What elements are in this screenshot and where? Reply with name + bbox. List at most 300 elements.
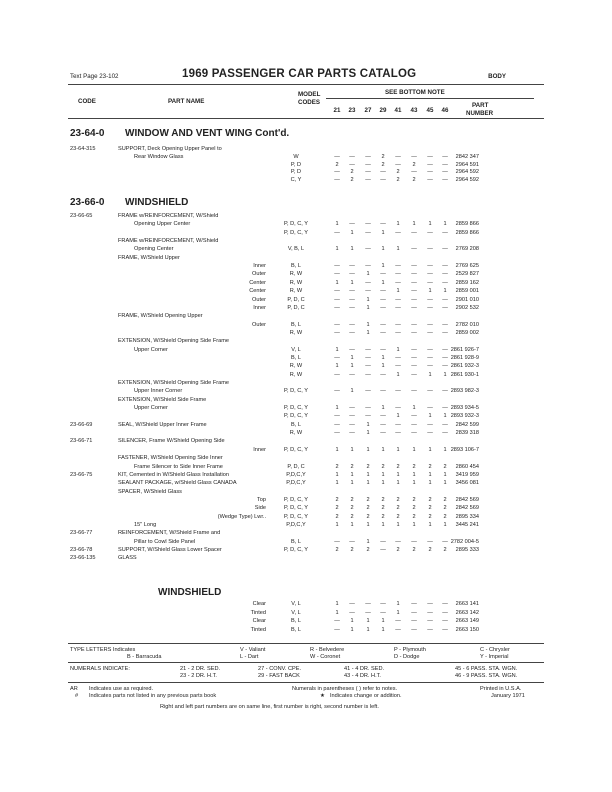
table-row — [0, 618, 612, 625]
part-number: 3445 241 — [455, 521, 479, 528]
part-number: 2902 532 — [455, 304, 479, 311]
column-header-part-name: PART NAME — [168, 98, 205, 105]
part-number: 2859 866 — [455, 221, 479, 228]
part-code: 23-66-135 — [70, 555, 96, 562]
model-qty-46: — — [442, 229, 448, 236]
model-qty-46: — — [442, 421, 448, 428]
model-qty-45: — — [427, 601, 433, 607]
model-qty-46: — — [442, 169, 448, 176]
star-icon: ★ — [320, 693, 326, 699]
model-qty-23: 2 — [350, 505, 354, 512]
part-description: Clear — [252, 618, 266, 625]
model-qty-29: — — [380, 547, 386, 553]
model-codes: B, L — [291, 354, 301, 361]
model-codes: P, D, C, Y — [283, 229, 309, 236]
section-code-window: 23-64-0 — [70, 128, 105, 139]
model-qty-23: — — [349, 221, 355, 228]
part-description: Inner — [253, 304, 266, 311]
model-qty-45: — — [427, 246, 433, 253]
model-qty-21: — — [334, 388, 340, 395]
model-qty-29: 1 — [381, 521, 385, 528]
model-codes: P, D, C, Y — [283, 221, 309, 228]
model-qty-43: — — [411, 538, 417, 545]
model-qty-29: — — [380, 388, 386, 395]
table-row — [0, 363, 612, 370]
model-codes: W — [293, 153, 299, 160]
table-row — [0, 522, 612, 529]
part-description: Outer — [252, 296, 266, 303]
model-qty-29: 2 — [381, 161, 385, 168]
model-qty-27: — — [365, 221, 371, 228]
table-row — [0, 213, 612, 220]
model-qty-27: — — [365, 288, 371, 295]
model-qty-46: — — [442, 246, 448, 253]
model-qty-45: 1 — [428, 221, 432, 228]
model-qty-27: 1 — [366, 521, 370, 528]
model-qty-43: 2 — [412, 513, 416, 520]
part-number: 2842 347 — [455, 153, 479, 160]
table-row — [0, 288, 612, 295]
section-name: BODY — [488, 73, 506, 80]
model-codes: P, D, C, Y — [283, 413, 309, 420]
part-number: 2861 930-1 — [450, 371, 479, 378]
model-qty-43: — — [411, 321, 417, 328]
part-number: 2859 162 — [455, 279, 479, 286]
header-rule-mid — [326, 98, 534, 99]
model-qty-21: — — [334, 288, 340, 295]
model-qty-27: 1 — [366, 626, 370, 633]
part-number: 2901 010 — [455, 296, 479, 303]
model-qty-46: — — [442, 321, 448, 328]
type-letter-v: V - Valiant — [240, 647, 266, 653]
model-codes: P, D, C — [287, 304, 305, 311]
part-number: 2769 208 — [455, 246, 479, 253]
table-row — [0, 455, 612, 462]
table-row — [0, 372, 612, 379]
table-row — [0, 514, 612, 521]
model-qty-45: — — [427, 296, 433, 303]
model-qty-27: — — [365, 371, 371, 378]
model-qty-41: 1 — [396, 371, 400, 378]
model-qty-23: 2 — [350, 169, 354, 176]
model-qty-41: — — [395, 388, 401, 395]
table-row — [0, 313, 612, 320]
part-description: SUPPORT, W/Shield Glass Lower Spacer — [118, 547, 222, 553]
numeral-45: 45 - 6 PASS. STA. WGN. — [455, 666, 518, 672]
model-qty-43: — — [411, 413, 417, 420]
model-qty-45: — — [427, 321, 433, 328]
model-qty-45: 2 — [428, 505, 432, 512]
model-qty-29: 2 — [381, 463, 385, 470]
section-code-windshield: 23-66-0 — [70, 197, 105, 208]
model-qty-27: — — [365, 153, 371, 160]
numeral-41: 41 - 4 DR. SED. — [344, 666, 385, 672]
model-codes: P, D, C — [287, 296, 305, 303]
model-qty-45: — — [427, 329, 433, 336]
model-qty-23: — — [349, 601, 355, 607]
model-qty-21: — — [334, 321, 340, 328]
model-qty-27: — — [365, 363, 371, 370]
table-row — [0, 154, 612, 161]
model-codes: P, D, C, Y — [283, 388, 309, 395]
model-qty-27: 1 — [366, 421, 370, 428]
section-title-windshield: WINDSHIELD — [125, 197, 189, 208]
model-qty-21: — — [334, 329, 340, 336]
model-qty-29: — — [380, 271, 386, 278]
model-qty-41: — — [395, 618, 401, 625]
model-qty-43: 2 — [412, 505, 416, 512]
model-qty-23: — — [349, 321, 355, 328]
table-row — [0, 430, 612, 437]
model-qty-46: 1 — [443, 371, 447, 378]
model-qty-41: — — [395, 161, 401, 168]
part-number: 2893 106-7 — [450, 446, 479, 453]
model-qty-41: 2 — [396, 177, 400, 184]
part-description: Tinted — [250, 609, 266, 616]
model-qty-29: 1 — [381, 471, 385, 478]
type-letter-d: D - Dodge — [394, 654, 420, 660]
model-qty-29: 1 — [381, 405, 385, 412]
model-qty-29: — — [380, 609, 386, 616]
model-qty-21: 2 — [335, 505, 339, 512]
model-qty-45: — — [427, 153, 433, 160]
footer-rule-2 — [68, 662, 544, 663]
model-qty-41: — — [395, 263, 401, 270]
model-qty-23: — — [349, 538, 355, 545]
model-qty-45: — — [427, 304, 433, 311]
model-qty-21: — — [334, 304, 340, 311]
model-qty-46: — — [442, 626, 448, 633]
part-description: Center — [249, 279, 266, 286]
model-qty-43: — — [411, 601, 417, 607]
model-qty-21: — — [334, 153, 340, 160]
model-qty-45: — — [427, 169, 433, 176]
model-codes: B, L — [291, 263, 301, 270]
model-qty-29: 1 — [381, 618, 385, 625]
part-description: Clear — [252, 601, 266, 607]
printed-in: Printed in U.S.A. — [480, 686, 522, 692]
model-qty-27: — — [365, 161, 371, 168]
model-qty-27: 1 — [366, 538, 370, 545]
model-qty-27: 1 — [366, 480, 370, 487]
table-row — [0, 464, 612, 471]
model-qty-23: 1 — [350, 521, 354, 528]
table-row — [0, 610, 612, 617]
model-qty-43: — — [411, 304, 417, 311]
model-qty-29: — — [380, 221, 386, 228]
table-row — [0, 438, 612, 445]
part-description: FRAME, W/Shield Opening Upper — [118, 313, 203, 320]
model-qty-41: — — [395, 329, 401, 336]
model-codes: P,D,C,Y — [286, 471, 306, 478]
model-qty-23: — — [349, 421, 355, 428]
model-qty-43: — — [411, 430, 417, 437]
part-description: Center — [249, 288, 266, 295]
model-codes: B, L — [291, 626, 301, 633]
model-qty-46: — — [442, 329, 448, 336]
model-qty-46: 2 — [443, 463, 447, 470]
model-qty-29: 1 — [381, 279, 385, 286]
model-qty-43: 2 — [412, 547, 416, 553]
table-row — [0, 255, 612, 262]
model-qty-21: 1 — [335, 446, 339, 453]
part-number: 2842 569 — [455, 505, 479, 512]
model-codes: B, L — [291, 538, 301, 545]
model-qty-45: — — [427, 405, 433, 412]
part-number: 2529 827 — [455, 271, 479, 278]
hash-note: Indicates parts not listed in any previous parts book — [89, 693, 217, 699]
model-qty-45: — — [427, 346, 433, 353]
section-title-window: WINDOW AND VENT WING Cont'd. — [125, 128, 290, 139]
model-qty-21: — — [334, 177, 340, 184]
part-number: 2663 149 — [455, 618, 479, 625]
bottom-note: Right and left part numbers are on same line, first number is right, second number is left. — [160, 704, 379, 710]
model-qty-41: — — [395, 229, 401, 236]
model-qty-46: — — [442, 405, 448, 412]
model-qty-27: 1 — [366, 430, 370, 437]
model-qty-43: — — [411, 329, 417, 336]
model-qty-29: 1 — [381, 354, 385, 361]
model-qty-29: — — [380, 601, 386, 607]
type-letter-c: C - Chrysler — [480, 647, 510, 653]
model-qty-45: — — [427, 271, 433, 278]
model-qty-43: — — [411, 609, 417, 616]
model-qty-41: 2 — [396, 496, 400, 503]
model-qty-29: — — [380, 329, 386, 336]
table-row — [0, 221, 612, 228]
model-qty-23: — — [349, 371, 355, 378]
model-qty-21: 2 — [335, 463, 339, 470]
part-code: 23-64-315 — [70, 146, 96, 152]
part-description: 15" Long — [134, 521, 157, 528]
star-note: Indicates change or addition. — [330, 693, 402, 699]
model-qty-27: 1 — [366, 296, 370, 303]
part-number: 2782 004-5 — [450, 538, 479, 545]
model-qty-43: — — [411, 229, 417, 236]
model-qty-43: — — [411, 363, 417, 370]
part-number: 2782 010 — [455, 321, 479, 328]
part-number: 2861 932-3 — [450, 363, 479, 370]
table-row — [0, 447, 612, 454]
model-qty-41: 2 — [396, 463, 400, 470]
model-qty-45: 1 — [428, 288, 432, 295]
model-qty-29: — — [380, 413, 386, 420]
subsection-title-windshield: WINDSHIELD — [158, 587, 222, 598]
model-qty-43: — — [411, 388, 417, 395]
table-row — [0, 489, 612, 496]
model-qty-43: 2 — [412, 161, 416, 168]
model-qty-23: — — [349, 304, 355, 311]
model-qty-41: — — [395, 321, 401, 328]
model-qty-29: 2 — [381, 513, 385, 520]
model-qty-29: — — [380, 177, 386, 184]
model-qty-27: 2 — [366, 496, 370, 503]
model-qty-45: — — [427, 618, 433, 625]
table-row — [0, 330, 612, 337]
model-qty-29: 1 — [381, 480, 385, 487]
table-row — [0, 497, 612, 504]
model-qty-46: 2 — [443, 547, 447, 553]
table-row — [0, 539, 612, 546]
part-number: 2861 926-7 — [450, 346, 479, 353]
model-qty-21: 2 — [335, 496, 339, 503]
model-qty-23: 1 — [350, 246, 354, 253]
table-row — [0, 380, 612, 387]
part-code: 23-66-69 — [70, 421, 93, 428]
model-qty-21: 2 — [335, 513, 339, 520]
model-qty-29: 1 — [381, 263, 385, 270]
model-qty-29: — — [380, 321, 386, 328]
model-qty-29: — — [380, 538, 386, 545]
model-qty-41: 1 — [396, 521, 400, 528]
column-header-codes: CODES — [298, 99, 321, 106]
model-codes: P, D, C, Y — [283, 547, 309, 553]
model-qty-27: 2 — [366, 513, 370, 520]
part-number: 3419 959 — [455, 471, 479, 478]
part-code: 23-66-71 — [70, 438, 93, 445]
model-codes: P,D,C,Y — [286, 521, 306, 528]
model-qty-21: — — [334, 430, 340, 437]
header-rule-top — [68, 84, 544, 85]
model-qty-46: 2 — [443, 496, 447, 503]
table-row — [0, 397, 612, 404]
model-qty-43: — — [411, 421, 417, 428]
model-qty-45: — — [427, 363, 433, 370]
model-qty-23: 1 — [350, 626, 354, 633]
model-qty-46: — — [442, 354, 448, 361]
model-qty-27: 1 — [366, 271, 370, 278]
model-qty-29: 2 — [381, 496, 385, 503]
parentheses-note: Numerals in parentheses ( ) refer to notes. — [292, 686, 398, 692]
model-header-21: 21 — [333, 107, 341, 114]
model-qty-27: 1 — [366, 329, 370, 336]
model-qty-45: 1 — [428, 413, 432, 420]
part-number: 2964 592 — [455, 169, 479, 176]
page-reference: Text Page 23-102 — [70, 73, 119, 80]
model-qty-23: — — [349, 329, 355, 336]
part-description: Upper Corner — [134, 405, 168, 412]
part-number: 2769 625 — [455, 263, 479, 270]
model-qty-23: 1 — [350, 229, 354, 236]
numeral-21: 21 - 2 DR. SED. — [180, 666, 221, 672]
model-codes: P, D, C, Y — [283, 505, 309, 512]
model-qty-45: — — [427, 263, 433, 270]
numerals-label: NUMERALS INDICATE: — [70, 666, 130, 672]
table-row — [0, 230, 612, 237]
ar-symbol: AR — [70, 686, 78, 692]
model-qty-41: 1 — [396, 471, 400, 478]
footer-rule-1 — [68, 643, 544, 644]
model-qty-41: 1 — [396, 601, 400, 607]
model-qty-41: 1 — [396, 446, 400, 453]
model-qty-21: 1 — [335, 471, 339, 478]
model-codes: P, D, C, Y — [283, 405, 309, 412]
model-qty-21: — — [334, 229, 340, 236]
model-qty-43: 1 — [412, 446, 416, 453]
part-description: REINFORCEMENT, W/Shield Frame and — [118, 530, 221, 537]
model-qty-23: — — [349, 263, 355, 270]
model-codes: P, D — [290, 169, 302, 176]
model-qty-29: — — [380, 430, 386, 437]
model-qty-21: 1 — [335, 246, 339, 253]
model-qty-21: 1 — [335, 521, 339, 528]
model-codes: V, L — [291, 601, 301, 607]
model-qty-27: 1 — [366, 321, 370, 328]
model-qty-29: 2 — [381, 505, 385, 512]
table-row — [0, 347, 612, 354]
table-row — [0, 413, 612, 420]
model-qty-43: 2 — [412, 463, 416, 470]
model-qty-46: — — [442, 618, 448, 625]
table-row — [0, 505, 612, 512]
model-qty-46: — — [442, 263, 448, 270]
model-qty-23: 2 — [350, 547, 354, 553]
model-qty-29: 1 — [381, 626, 385, 633]
model-qty-45: — — [427, 229, 433, 236]
model-qty-21: — — [334, 354, 340, 361]
model-qty-46: — — [442, 601, 448, 607]
table-row — [0, 547, 612, 554]
model-qty-45: — — [427, 430, 433, 437]
model-qty-27: — — [365, 246, 371, 253]
part-description: Upper Inner Corner — [134, 388, 183, 395]
table-row — [0, 162, 612, 169]
model-qty-23: — — [349, 271, 355, 278]
table-row — [0, 322, 612, 329]
model-qty-23: 1 — [350, 446, 354, 453]
column-header-model: MODEL — [298, 91, 321, 98]
model-qty-45: — — [427, 626, 433, 633]
model-qty-45: — — [427, 177, 433, 184]
part-number: 2964 592 — [455, 177, 479, 184]
model-qty-46: 1 — [443, 480, 447, 487]
model-qty-23: 2 — [350, 177, 354, 184]
model-qty-23: 1 — [350, 471, 354, 478]
model-qty-23: 1 — [350, 279, 354, 286]
part-code: 23-66-65 — [70, 213, 93, 219]
table-row — [0, 388, 612, 395]
model-qty-41: 1 — [396, 246, 400, 253]
model-qty-45: — — [427, 354, 433, 361]
model-qty-46: 1 — [443, 521, 447, 528]
model-qty-43: — — [411, 271, 417, 278]
table-row — [0, 530, 612, 537]
header-rule-bottom — [68, 118, 544, 119]
model-codes: V, B, L — [287, 246, 305, 253]
table-row — [0, 355, 612, 362]
model-qty-27: — — [365, 169, 371, 176]
part-number: 2893 934-5 — [450, 405, 479, 412]
table-row — [0, 297, 612, 304]
model-codes: B, L — [291, 421, 301, 428]
table-row — [0, 169, 612, 176]
table-row — [0, 246, 612, 253]
model-qty-21: 1 — [335, 601, 339, 607]
part-code: 23-66-78 — [70, 547, 93, 553]
model-qty-41: — — [395, 421, 401, 428]
part-description: SUPPORT, Deck Opening Upper Panel to — [118, 146, 222, 152]
model-qty-41: — — [395, 279, 401, 286]
type-letters-label: TYPE LETTERS Indicates — [70, 647, 136, 653]
part-number: 2663 142 — [455, 609, 479, 616]
model-qty-21: — — [334, 626, 340, 633]
table-row — [0, 177, 612, 184]
model-codes: R, W — [289, 271, 303, 278]
part-description: Inner — [253, 263, 266, 270]
part-number: 2893 932-3 — [450, 413, 479, 420]
part-code: 23-66-77 — [70, 530, 93, 537]
model-qty-45: 1 — [428, 521, 432, 528]
